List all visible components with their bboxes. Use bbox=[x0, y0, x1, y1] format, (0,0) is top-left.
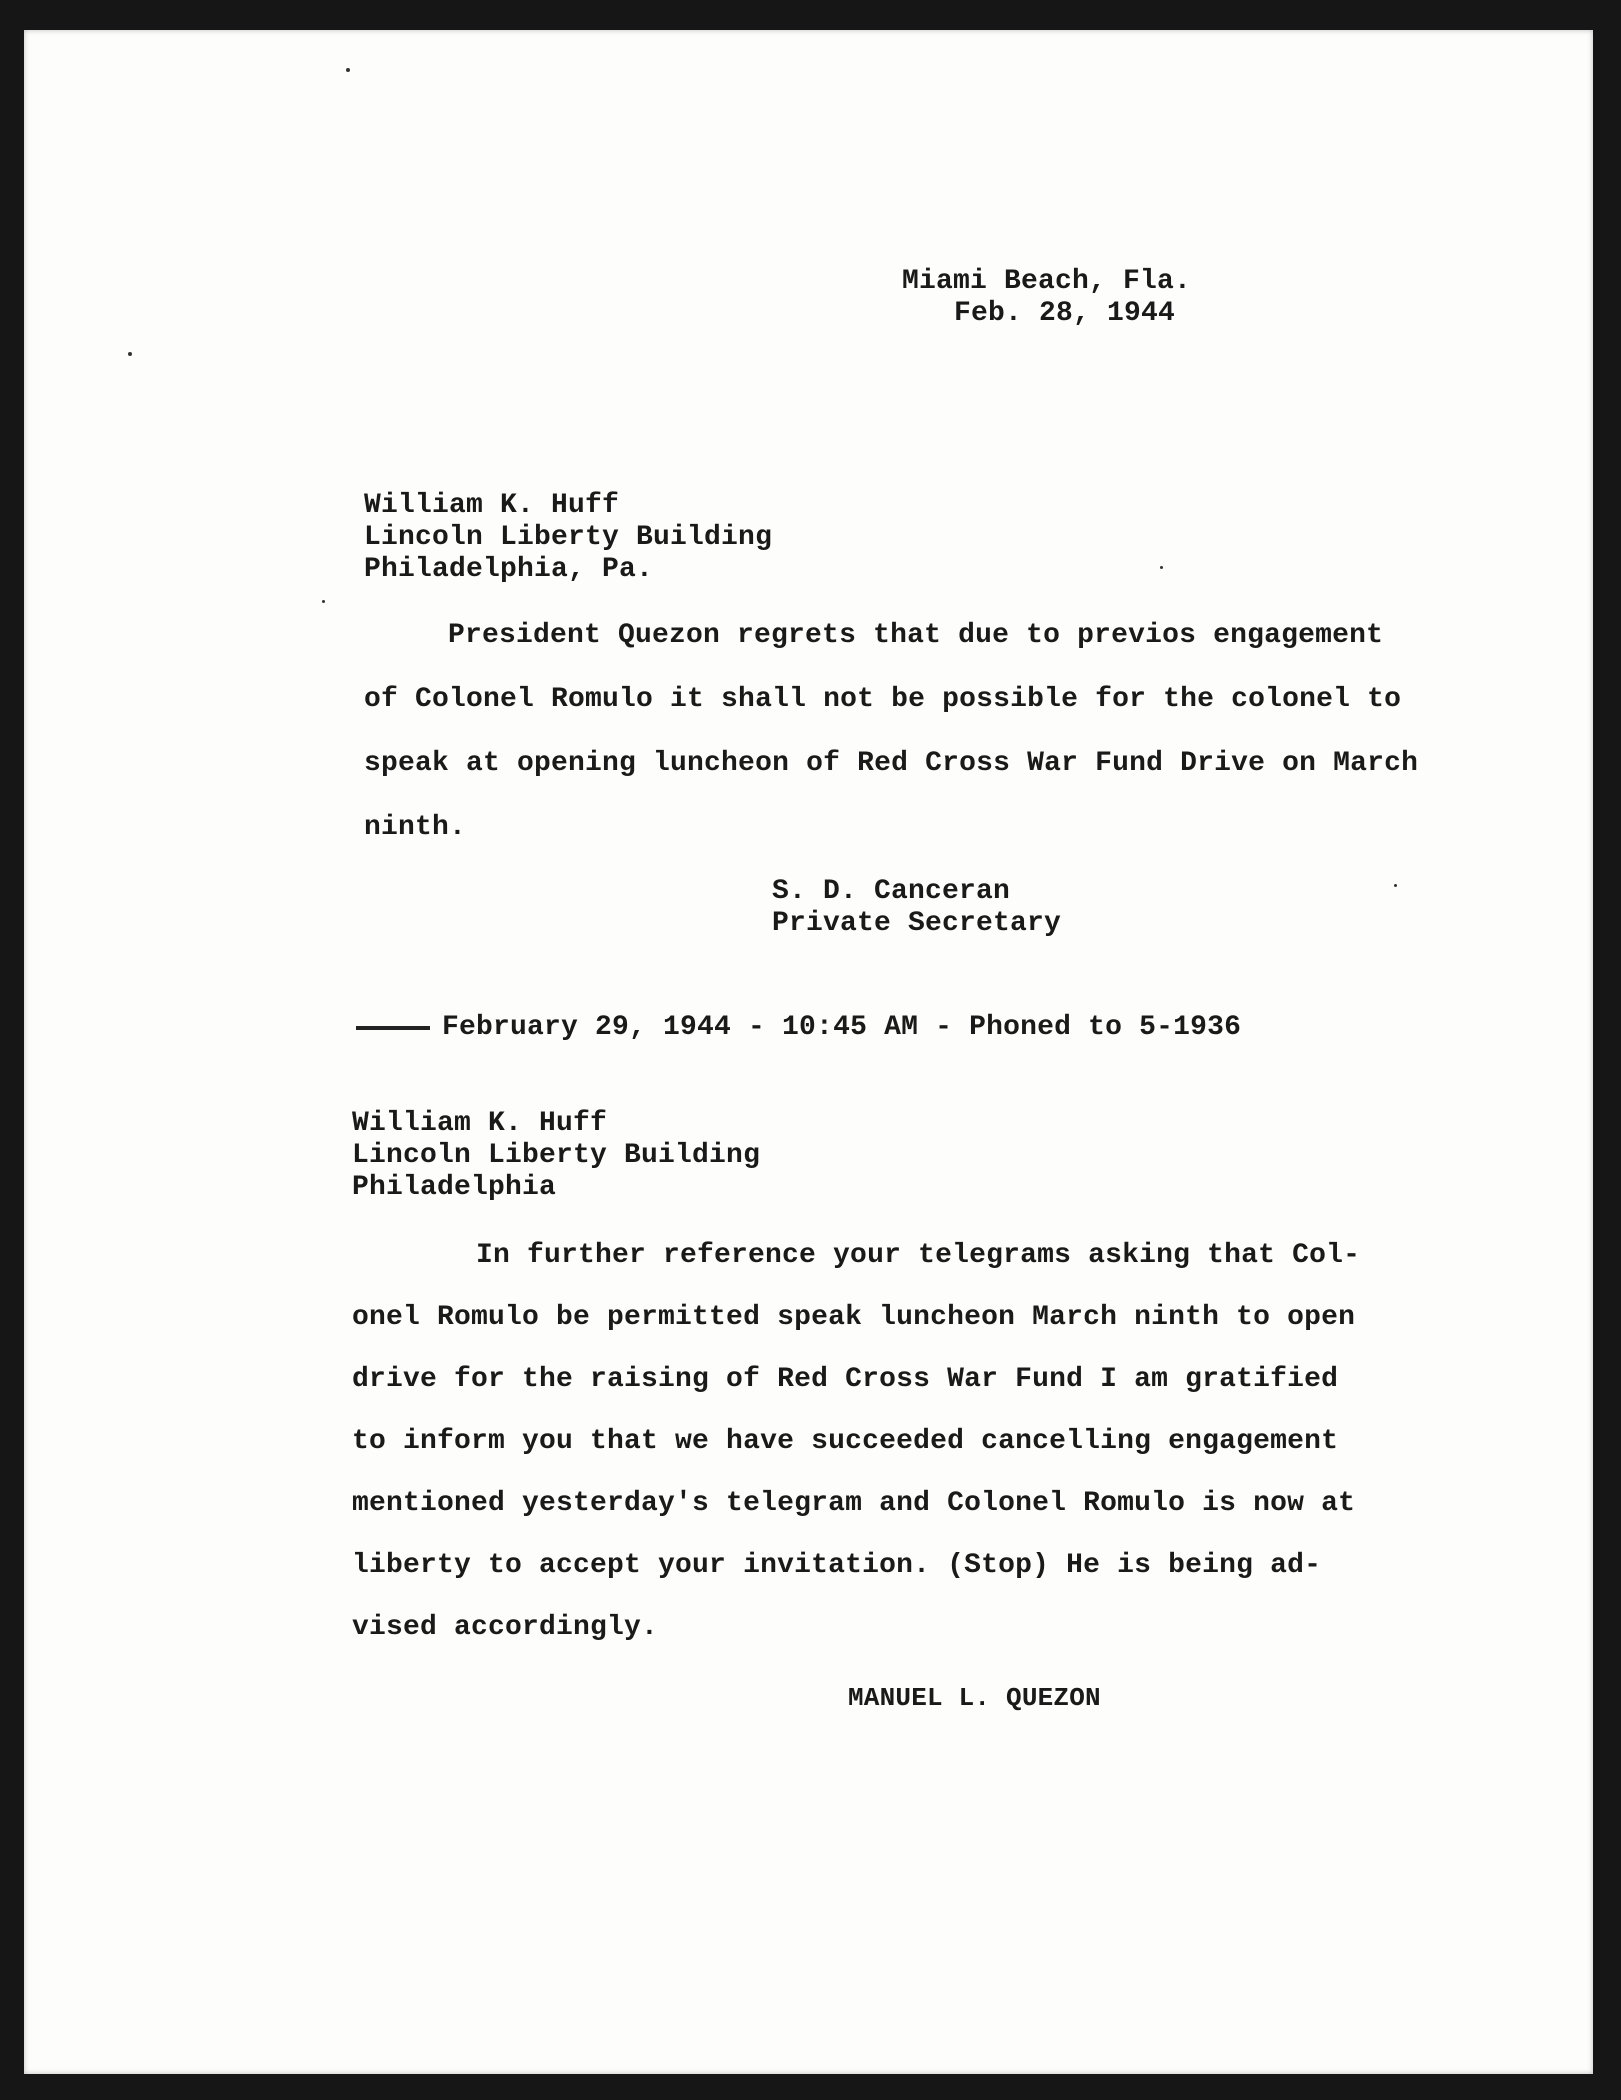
body-line: onel Romulo be permitted speak luncheon March ninth to open bbox=[352, 1302, 1356, 1333]
strikethrough-mark bbox=[356, 1026, 430, 1030]
body-line: ninth. bbox=[364, 812, 467, 843]
recipient-name: William K. Huff bbox=[364, 490, 620, 521]
recipient-city: Philadelphia, Pa. bbox=[364, 554, 654, 585]
body-line: of Colonel Romulo it shall not be possible for the colonel to bbox=[364, 684, 1402, 715]
recipient-city: Philadelphia bbox=[352, 1172, 557, 1203]
scan-speck bbox=[346, 68, 350, 72]
body-line: speak at opening luncheon of Red Cross War Fund Drive on March bbox=[364, 748, 1419, 779]
phone-note: February 29, 1944 - 10:45 AM - Phoned to 5-1936 bbox=[442, 1012, 1242, 1043]
recipient-building: Lincoln Liberty Building bbox=[352, 1140, 761, 1171]
body-line: drive for the raising of Red Cross War Fund I am gratified bbox=[352, 1364, 1339, 1395]
scan-speck bbox=[1160, 566, 1163, 569]
signer-name: S. D. Canceran bbox=[772, 876, 1011, 907]
recipient-building: Lincoln Liberty Building bbox=[364, 522, 773, 553]
body-line: President Quezon regrets that due to previos engagement bbox=[448, 620, 1384, 651]
body-line: to inform you that we have succeeded cancelling engagement bbox=[352, 1426, 1339, 1457]
document-page bbox=[24, 30, 1593, 2074]
body-line: liberty to accept your invitation. (Stop) He is being ad- bbox=[352, 1550, 1322, 1581]
signer-name: MANUEL L. QUEZON bbox=[848, 1683, 1101, 1713]
body-line: In further reference your telegrams asking that Col- bbox=[476, 1240, 1361, 1271]
recipient-name: William K. Huff bbox=[352, 1108, 608, 1139]
scan-speck bbox=[322, 600, 325, 603]
body-line: vised accordingly. bbox=[352, 1612, 659, 1643]
scan-speck bbox=[1394, 884, 1397, 887]
signer-title: Private Secretary bbox=[772, 908, 1062, 939]
body-line: mentioned yesterday's telegram and Colonel Romulo is now at bbox=[352, 1488, 1356, 1519]
place-line: Miami Beach, Fla. bbox=[902, 266, 1192, 297]
scan-speck bbox=[128, 352, 132, 356]
date-line: Feb. 28, 1944 bbox=[954, 298, 1176, 329]
